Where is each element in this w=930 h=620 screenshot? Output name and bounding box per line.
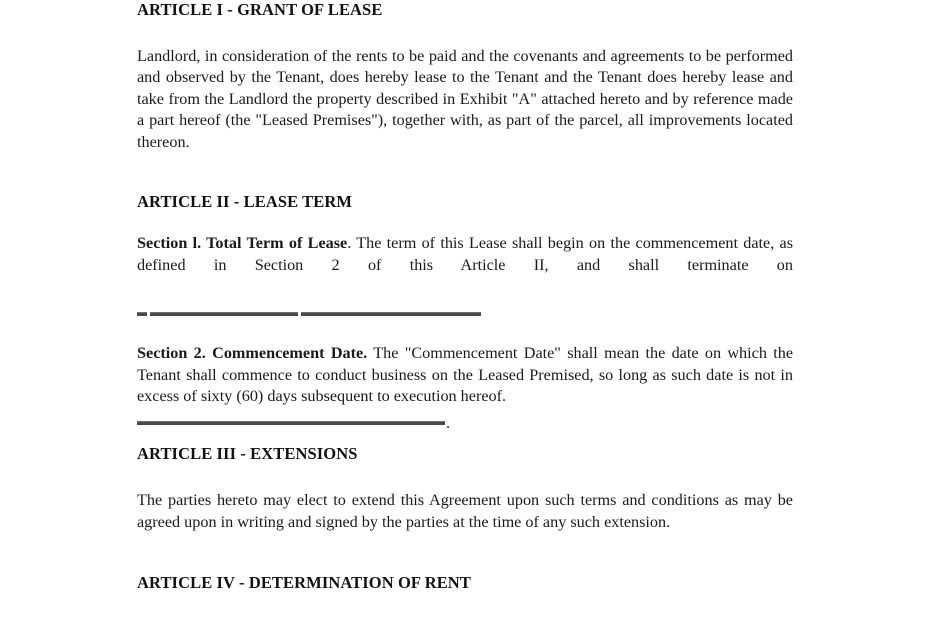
section-1-text: . The term of this Lease shall begin on the commencement date, as defined in Section 2 of this Article II, and shall terminate on	[137, 234, 793, 274]
article-iv-heading: ARTICLE IV - DETERMINATION OF RENT	[137, 572, 471, 592]
blank-fill-line-commencement-date[interactable]: .	[137, 421, 793, 425]
article-i-heading: ARTICLE I - GRANT OF LEASE	[137, 0, 383, 19]
document-text-column	[137, 0, 793, 593]
section-2-paragraph	[137, 343, 793, 408]
section-1-paragraph	[137, 233, 793, 298]
spacer	[137, 298, 793, 312]
section-1-label: Section l. Total Term of Lease	[137, 234, 348, 253]
fill-rule-segment	[137, 421, 445, 425]
spacer	[137, 534, 793, 573]
spacer	[137, 212, 793, 233]
spacer	[137, 425, 793, 444]
article-iii-paragraph: The parties hereto may elect to extend this Agreement upon such terms and conditions as may be agreed upon in writing and signed by the parties at the time of any such extension.	[137, 491, 793, 531]
spacer	[137, 408, 793, 421]
article-ii-heading: ARTICLE II - LEASE TERM	[137, 191, 353, 211]
spacer	[137, 21, 793, 46]
spacer	[137, 316, 793, 343]
spacer	[137, 154, 793, 192]
section-2-label: Section 2. Commencement Date.	[137, 344, 368, 362]
blank-fill-line-term-end[interactable]	[137, 312, 793, 316]
section-2-text: The "Commencement Date" shall mean the date on which the Tenant shall commence to conduct business on the Leased Premised, so long as such date is not in excess of sixty (60) days subsequent to execution hereof.	[137, 344, 794, 406]
fill-rule-segment	[150, 312, 298, 316]
fill-rule-segment	[137, 312, 147, 316]
fill-rule-segment	[301, 312, 481, 316]
article-i-paragraph: Landlord, in consideration of the rents to be paid and the covenants and agreements to be performed and observed by the Tenant, does hereby lease to the Tenant and the Tenant does hereby lease and take from the Landlord the property described in Exhibit "A" attached hereto and by reference made a part hereof (the "Leased Premises"), together with, as part of the parcel, all improvements located thereon.	[137, 46, 793, 151]
spacer	[137, 464, 793, 490]
article-iii-heading: ARTICLE III - EXTENSIONS	[137, 443, 358, 463]
